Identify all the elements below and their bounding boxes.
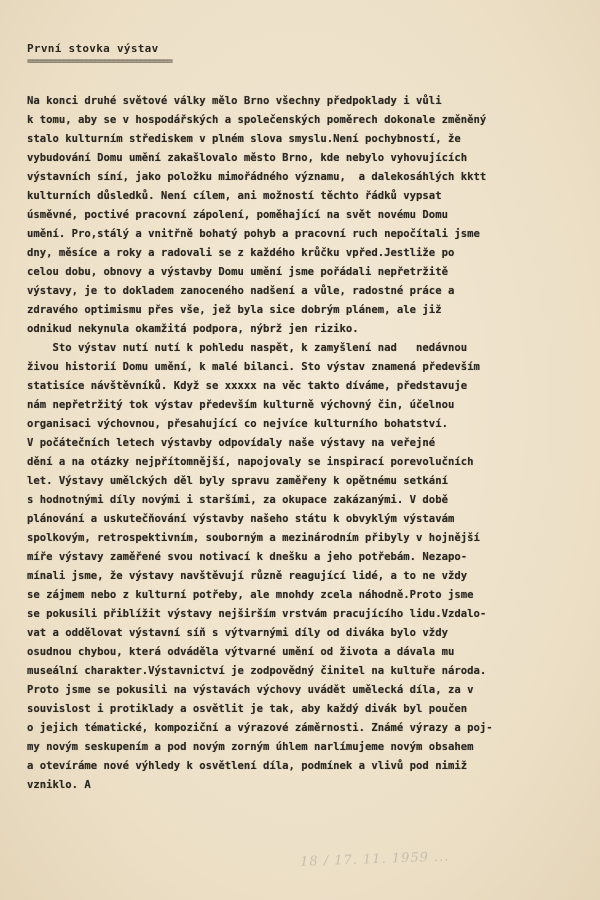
text-line: celou dobu, obnovy a výstavby Domu umění jsme pořádali nepřetržitě (27, 266, 448, 278)
text-line: míře výstavy zaměřené svou notivací k dnešku a jeho potřebám. Nezapo- (27, 551, 468, 563)
bleed-through-text (290, 4, 530, 99)
text-line: mínali jsme, že výstavy navštěvují různě reagující lidé, a to ne vždy (27, 570, 468, 582)
text-line: kulturních důsledků. Není cílem, ani možností těchto řádků vypsat (27, 190, 442, 202)
handwritten-note: 18 / 17. 11. 1959 ... (299, 849, 450, 870)
text-line: výstavních síní, jako položku mimořádného významu, a dalekosáhlých kktt (27, 171, 487, 183)
text-line: zdravého optimismu přes vše, jež byla sice dobrým plánem, ale již (27, 304, 442, 316)
text-line: spolkovým, retrospektivním, souborným a mezinárodním přibyly v hojnější (27, 532, 480, 544)
text-line: Sto výstav nutí nutí k pohledu naspět, k zamyšlení nad nedávnou (27, 342, 468, 354)
text-line: umění. Pro,stálý a vnitřně bohatý pohyb a pracovní ruch nepočítali jsme (27, 228, 480, 240)
text-line: s hodnotnými díly novými i staršími, za okupace zakázanými. V době (27, 494, 448, 506)
text-line: dny, měsíce a roky a radovali se z každého krůčku vpřed.Jestliže po (27, 247, 455, 259)
text-line: se pokusili přiblížit výstavy nejširším vrstvám pracujícího lidu.Vzdalo- (27, 608, 487, 620)
text-line: Proto jsme se pokusili na výstavách výchovy uvádět umělecká díla, za v (27, 684, 474, 696)
text-line: a otevíráme nové výhledy k osvětlení díla, podmínek a vlivů pod nimiž (27, 760, 468, 772)
text-line: osudnou chybou, která odváděla výtvarné umění od života a dávala mu (27, 646, 455, 658)
text-line: Na konci druhé světové války mělo Brno všechny předpoklady i vůli (27, 95, 442, 107)
text-line: let. Výstavy umělckých děl byly spravu zaměřeny k opětnému setkání (27, 475, 448, 487)
text-line: úsměvné, poctivé pracovní zápolení, poměhající na svět novému Domu (27, 209, 448, 221)
text-line: dění a na otázky nejpřítomnější, napojovaly se inspirací porevolučních (27, 456, 474, 468)
document-title: První stovka výstav (27, 42, 159, 55)
text-line: živou historií Domu umění, k malé bilanci. Sto výstav znamená především (27, 361, 480, 373)
text-line: plánování a uskutečňování výstavby našeho státu k obvyklým výstavám (27, 513, 455, 525)
text-line: statisíce návštěvníků. Když se xxxxx na věc takto díváme, představuje (27, 380, 468, 392)
text-line: my novým seskupením a pod novým zorným úhlem narlímujeme novým obsahem (27, 741, 474, 753)
text-line: nám nepřetržitý tok výstav především kulturně výchovný čin, účelnou (27, 399, 455, 411)
text-line: stalo kulturním střediskem v plném slova smyslu.Není pochybností, že (27, 133, 461, 145)
text-line: o jejich tématické, kompoziční a výrazové záměrnosti. Známé výrazy a poj- (27, 722, 493, 734)
body-text (27, 92, 599, 795)
text-line: vat a oddělovat výstavní síň s výtvarnými díly od diváka bylo vždy (27, 627, 448, 639)
text-line: vzniklo. A (27, 779, 91, 791)
text-line: museální charakter.Výstavnictví je zodpovědný činitel na kultuře národa. (27, 665, 487, 677)
text-line: V počátečních letech výstavby odpovídaly naše výstavy na veřejné (27, 437, 436, 449)
text-line: odnikud nekynula okamžitá podpora, nýbrž jen riziko. (27, 323, 359, 335)
text-line: vybudování Domu umění zakašlovalo město Brno, kde nebylo vyhovujících (27, 152, 468, 164)
text-line: se zájmem nebo z kulturní potřeby, ale mnohdy zcela náhodně.Proto jsme (27, 589, 474, 601)
text-line: souvislost i protiklady a osvětlit je tak, aby každý divák byl poučen (27, 703, 468, 715)
text-line: organisaci výchovnou, přesahující co nejvíce kulturního bohatství. (27, 418, 448, 430)
text-line: k tomu, aby se v hospodářských a společenských poměrech dokonale změněný (27, 114, 487, 126)
text-line: výstavy, je to dokladem zanoceného nadšení a vůle, radostné práce a (27, 285, 455, 297)
title-underline: ================================ (27, 56, 172, 67)
